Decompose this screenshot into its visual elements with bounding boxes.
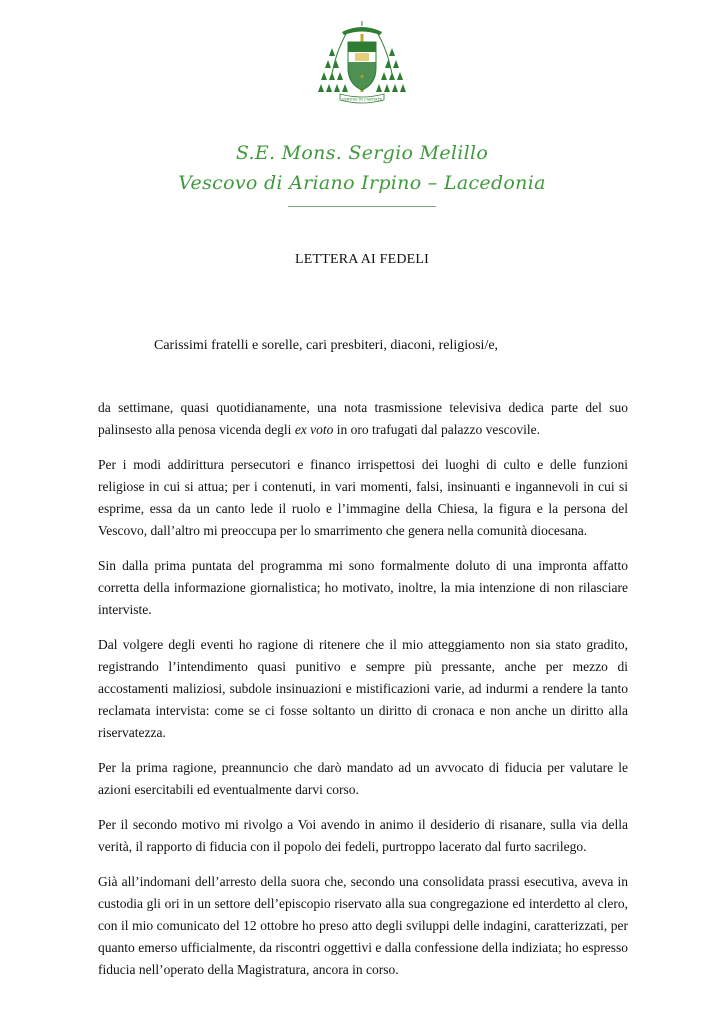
letter-body xyxy=(98,397,628,994)
header-divider xyxy=(288,206,436,207)
letterhead xyxy=(0,138,724,207)
bishop-name: S.E. Mons. Sergio Melillo xyxy=(235,142,489,164)
paragraph: Per il secondo motivo mi rivolgo a Voi avendo in animo il desiderio di risanare, sulla via della verità, il rapporto di fiducia con il popolo dei fedeli, purtroppo lacerato dal furto sacrilego. xyxy=(98,817,628,854)
paragraph: da settimane, quasi quotidianamente, una nota trasmissione televisiva dedica parte del suo palinsesto alla penosa vicenda degli ex voto in oro trafugati dal palazzo vescovile. xyxy=(98,400,628,437)
paragraph: Sin dalla prima puntata del programma mi sono formalmente doluto di una impronta affatto corretta della informazione giornalistica; ho motivato, inoltre, la mia intenzione di non rilasciare interviste. xyxy=(98,558,628,617)
paragraph: Dal volgere degli eventi ho ragione di ritenere che il mio atteggiamento non sia stato gradito, registrando l’intendimento quasi punitivo e sempre più pressante, anche per mezzo di accostamenti maliziosi, subdole insinuazioni e mistificazioni varie, ad indurmi a rendere la tanto reclamata intervista: come se ci fosse soltanto un diritto di cronaca e non anche un diritto alla riservatezza. xyxy=(98,637,628,740)
italic-term: ex voto xyxy=(294,422,334,437)
paragraph: Per i modi addirittura persecutori e financo irrispettosi dei luoghi di culto e delle funzioni religiose in cui si attua; per i contenuti, in vari momenti, falsi, insinuanti e ingannevoli in cui si esprime, essa da un canto lede il ruolo e l’immagine della Chiesa, la figura e la persona del Vescovo, dall’altro mi preoccupa per lo smarrimento che genera nella comunità diocesana. xyxy=(98,457,628,538)
episcopal-coat-of-arms-icon xyxy=(318,18,406,108)
salutation: Carissimi fratelli e sorelle, cari presbiteri, diaconi, religiosi/e, xyxy=(154,338,499,353)
document-title: LETTERA AI FEDELI xyxy=(294,252,430,267)
paragraph: Per la prima ragione, preannuncio che darò mandato ad un avvocato di fiducia per valutare le azioni esercitabili ed eventualmente darvi corso. xyxy=(98,760,628,797)
crest-motto: VERITAS IN CARITATE xyxy=(341,97,383,102)
svg-text:✶: ✶ xyxy=(359,73,365,81)
diocese-title: Vescovo di Ariano Irpino – Lacedonia xyxy=(178,172,546,194)
paragraph: Già all’indomani dell’arresto della suora che, secondo una consolidata prassi esecutiva, aveva in custodia gli ori in un settore dell’episcopio riservato alla sua congregazione ed interdetto al clero, con il mio comunicato del 12 ottobre ho preso atto degli sviluppi delle indagini, caratterizzati, per quanto emerso ufficialmente, da riscontri oggettivi e dalla confessione della indiziata; ho espresso fiducia nell’operato della Magistratura, ancora in corso. xyxy=(98,874,628,977)
